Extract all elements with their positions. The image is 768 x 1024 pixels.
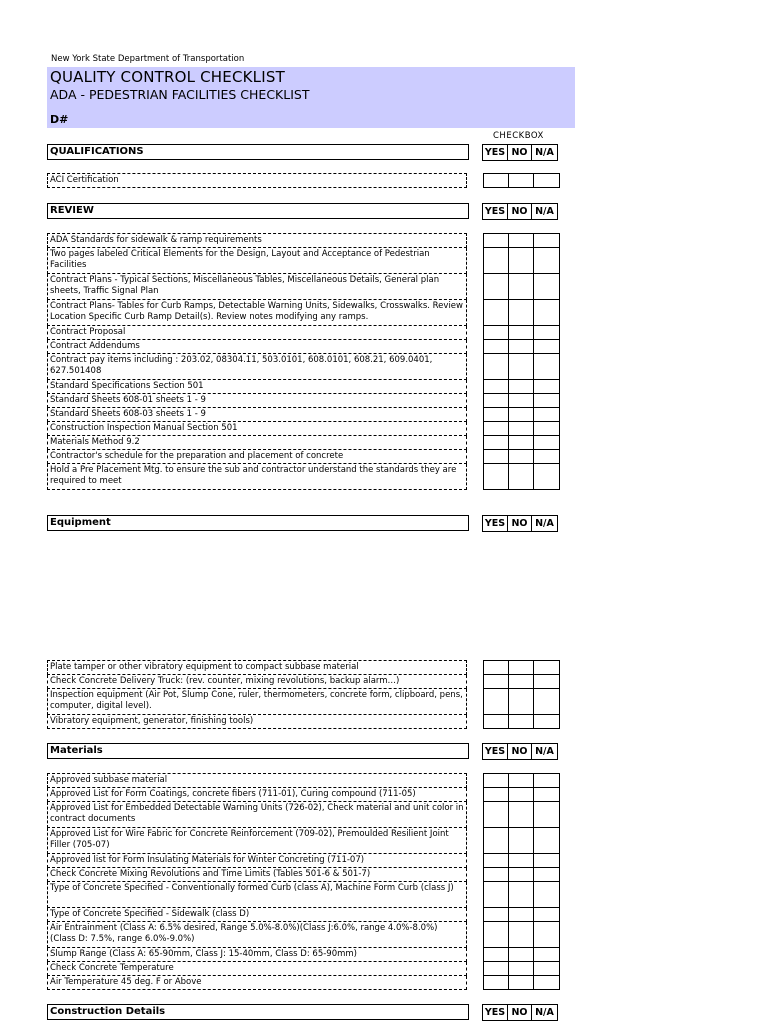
yes-checkbox[interactable] bbox=[483, 248, 509, 274]
no-checkbox[interactable] bbox=[509, 394, 534, 408]
checklist-item: Contract Plans - Typical Sections, Miscellaneous Tables, Miscellaneous Details, General plan sheets, Traffic Signal Plan bbox=[47, 274, 467, 300]
checkbox-row bbox=[483, 380, 560, 394]
checkbox-row bbox=[483, 173, 560, 188]
checkbox-row bbox=[483, 948, 560, 962]
yes-checkbox[interactable] bbox=[483, 773, 509, 788]
checklist-items-materials bbox=[47, 773, 467, 990]
checkbox-row bbox=[483, 868, 560, 882]
na-checkbox[interactable] bbox=[534, 233, 560, 248]
no-checkbox[interactable] bbox=[509, 354, 534, 380]
no-checkbox[interactable] bbox=[509, 948, 534, 962]
checkbox-row bbox=[483, 464, 560, 490]
na-checkbox[interactable] bbox=[534, 882, 560, 908]
na-checkbox[interactable] bbox=[534, 380, 560, 394]
checkbox-row bbox=[483, 660, 560, 675]
checklist-item: Check Concrete Temperature bbox=[47, 962, 467, 976]
checkbox-row bbox=[483, 788, 560, 802]
na-checkbox[interactable] bbox=[534, 773, 560, 788]
no-checkbox[interactable] bbox=[509, 436, 534, 450]
yes-column-label: YES bbox=[482, 515, 508, 532]
yes-checkbox[interactable] bbox=[483, 326, 509, 340]
no-checkbox[interactable] bbox=[509, 802, 534, 828]
yes-checkbox[interactable] bbox=[483, 788, 509, 802]
no-checkbox[interactable] bbox=[509, 274, 534, 300]
na-checkbox[interactable] bbox=[534, 948, 560, 962]
no-checkbox[interactable] bbox=[509, 882, 534, 908]
checklist-items-qualifications bbox=[47, 173, 467, 188]
yes-column-label: YES bbox=[482, 1004, 508, 1021]
section-header-equipment: Equipment bbox=[47, 515, 469, 531]
yes-checkbox[interactable] bbox=[483, 233, 509, 248]
checkbox-row bbox=[483, 248, 560, 274]
no-checkbox[interactable] bbox=[509, 868, 534, 882]
checkbox-row bbox=[483, 326, 560, 340]
checklist-item: Two pages labeled Critical Elements for the Design, Layout and Acceptance of Pedestrian Facilities bbox=[47, 248, 467, 274]
yes-checkbox[interactable] bbox=[483, 422, 509, 436]
yes-column-label: YES bbox=[482, 144, 508, 161]
checkbox-row bbox=[483, 422, 560, 436]
no-checkbox[interactable] bbox=[509, 248, 534, 274]
na-checkbox[interactable] bbox=[534, 689, 560, 715]
yes-checkbox[interactable] bbox=[483, 948, 509, 962]
checkbox-row bbox=[483, 675, 560, 689]
no-column-label: NO bbox=[507, 515, 532, 532]
na-checkbox[interactable] bbox=[534, 464, 560, 490]
checklist-item: Approved subbase material bbox=[47, 773, 467, 788]
checklist-item: Standard Sheets 608-03 sheets 1 - 9 bbox=[47, 408, 467, 422]
na-checkbox[interactable] bbox=[534, 408, 560, 422]
yes-checkbox[interactable] bbox=[483, 908, 509, 922]
no-checkbox[interactable] bbox=[509, 326, 534, 340]
yes-checkbox[interactable] bbox=[483, 464, 509, 490]
checkbox-row bbox=[483, 802, 560, 828]
checklist-item: Slump Range (Class A: 65-90mm, Class J: 15-40mm, Class D: 65-90mm) bbox=[47, 948, 467, 962]
yes-checkbox[interactable] bbox=[483, 675, 509, 689]
na-checkbox[interactable] bbox=[534, 354, 560, 380]
no-checkbox[interactable] bbox=[509, 450, 534, 464]
na-checkbox[interactable] bbox=[534, 715, 560, 729]
no-column-label: NO bbox=[507, 144, 532, 161]
yes-checkbox[interactable] bbox=[483, 436, 509, 450]
na-checkbox[interactable] bbox=[534, 422, 560, 436]
checkbox-row bbox=[483, 300, 560, 326]
na-checkbox[interactable] bbox=[534, 962, 560, 976]
no-checkbox[interactable] bbox=[509, 922, 534, 948]
checklist-items-review bbox=[47, 233, 467, 490]
checklist-item: Contractor's schedule for the preparation and placement of concrete bbox=[47, 450, 467, 464]
checklist-item: Standard Specifications Section 501 bbox=[47, 380, 467, 394]
yes-checkbox[interactable] bbox=[483, 962, 509, 976]
yes-checkbox[interactable] bbox=[483, 854, 509, 868]
no-column-label: NO bbox=[507, 1004, 532, 1021]
no-checkbox[interactable] bbox=[509, 908, 534, 922]
yes-checkbox[interactable] bbox=[483, 394, 509, 408]
agency-name: New York State Department of Transportation bbox=[51, 54, 245, 64]
no-checkbox[interactable] bbox=[509, 422, 534, 436]
na-checkbox[interactable] bbox=[534, 976, 560, 990]
yes-checkbox[interactable] bbox=[483, 882, 509, 908]
checklist-item: Plate tamper or other vibratory equipment to compact subbase material bbox=[47, 660, 467, 675]
na-checkbox[interactable] bbox=[534, 854, 560, 868]
checkbox-row bbox=[483, 436, 560, 450]
na-checkbox[interactable] bbox=[534, 908, 560, 922]
checkbox-row bbox=[483, 882, 560, 908]
checklist-item: ACI Certification bbox=[47, 173, 467, 188]
yes-no-na-header bbox=[482, 515, 558, 530]
no-checkbox[interactable] bbox=[509, 773, 534, 788]
na-column-label: N/A bbox=[531, 743, 558, 760]
na-checkbox[interactable] bbox=[534, 922, 560, 948]
no-checkbox[interactable] bbox=[509, 715, 534, 729]
no-checkbox[interactable] bbox=[509, 828, 534, 854]
no-checkbox[interactable] bbox=[509, 788, 534, 802]
yes-checkbox[interactable] bbox=[483, 828, 509, 854]
yes-no-na-header bbox=[482, 203, 558, 218]
checkbox-row bbox=[483, 354, 560, 380]
no-checkbox[interactable] bbox=[509, 962, 534, 976]
no-checkbox[interactable] bbox=[509, 173, 534, 188]
checkbox-row bbox=[483, 962, 560, 976]
no-checkbox[interactable] bbox=[509, 380, 534, 394]
no-checkbox[interactable] bbox=[509, 300, 534, 326]
na-checkbox[interactable] bbox=[534, 788, 560, 802]
checkbox-row bbox=[483, 854, 560, 868]
yes-checkbox[interactable] bbox=[483, 450, 509, 464]
yes-checkbox[interactable] bbox=[483, 408, 509, 422]
no-checkbox[interactable] bbox=[509, 689, 534, 715]
na-checkbox[interactable] bbox=[534, 450, 560, 464]
checklist-item: ADA Standards for sidewalk & ramp requirements bbox=[47, 233, 467, 248]
checkbox-grid-qualifications bbox=[483, 173, 560, 188]
na-checkbox[interactable] bbox=[534, 248, 560, 274]
checkbox-row bbox=[483, 689, 560, 715]
na-column-label: N/A bbox=[531, 515, 558, 532]
checkbox-row bbox=[483, 715, 560, 729]
checkbox-row bbox=[483, 908, 560, 922]
na-checkbox[interactable] bbox=[534, 660, 560, 675]
no-checkbox[interactable] bbox=[509, 464, 534, 490]
no-column-label: NO bbox=[507, 203, 532, 220]
checklist-item: Vibratory equipment, generator, finishing tools) bbox=[47, 715, 467, 729]
yes-checkbox[interactable] bbox=[483, 340, 509, 354]
yes-checkbox[interactable] bbox=[483, 274, 509, 300]
checkbox-row bbox=[483, 233, 560, 248]
checklist-item: Construction Inspection Manual Section 501 bbox=[47, 422, 467, 436]
na-checkbox[interactable] bbox=[534, 828, 560, 854]
checkbox-row bbox=[483, 828, 560, 854]
checklist-item: Check Concrete Delivery Truck: (rev. counter, mixing revolutions, backup alarm…) bbox=[47, 675, 467, 689]
na-column-label: N/A bbox=[531, 203, 558, 220]
yes-checkbox[interactable] bbox=[483, 922, 509, 948]
checklist-item: Type of Concrete Specified - Conventionally formed Curb (class A), Machine Form Curb (class J) bbox=[47, 882, 467, 908]
checkbox-row bbox=[483, 450, 560, 464]
checkbox-row bbox=[483, 773, 560, 788]
checklist-item: Contract pay items including : 203.02, 08304.11, 503.0101, 608.0101, 608.21, 609.0401, 627.501408 bbox=[47, 354, 467, 380]
checklist-item: Type of Concrete Specified - Sidewalk (class D) bbox=[47, 908, 467, 922]
na-checkbox[interactable] bbox=[534, 300, 560, 326]
checkbox-row bbox=[483, 274, 560, 300]
checklist-item: Hold a Pre Placement Mtg. to ensure the sub and contractor understand the standards they are required to meet bbox=[47, 464, 467, 490]
checklist-item: Approved List for Wire Fabric for Concrete Reinforcement (709-02), Premoulded Resilient Joint Filler (705-07) bbox=[47, 828, 467, 854]
checklist-item: Contract Plans- Tables for Curb Ramps, Detectable Warning Units, Sidewalks, Crosswalks. Review Location Specific Curb Ramp Detail(s). Review notes modifying any ramps. bbox=[47, 300, 467, 326]
yes-no-na-header bbox=[482, 144, 558, 159]
checklist-item: Inspection equipment (Air Pot, Slump Cone, ruler, thermometers, concrete form, clipboard, pens, computer, digital level). bbox=[47, 689, 467, 715]
section-header-qualifications: QUALIFICATIONS bbox=[47, 144, 469, 160]
na-checkbox[interactable] bbox=[534, 802, 560, 828]
yes-checkbox[interactable] bbox=[483, 660, 509, 675]
checkbox-heading: CHECKBOX bbox=[493, 131, 544, 141]
yes-checkbox[interactable] bbox=[483, 715, 509, 729]
checklist-item: Air Temperature 45 deg. F or Above bbox=[47, 976, 467, 990]
no-checkbox[interactable] bbox=[509, 660, 534, 675]
no-checkbox[interactable] bbox=[509, 675, 534, 689]
section-header-materials: Materials bbox=[47, 743, 469, 759]
checklist-header bbox=[47, 67, 575, 128]
na-checkbox[interactable] bbox=[534, 436, 560, 450]
no-checkbox[interactable] bbox=[509, 340, 534, 354]
yes-checkbox[interactable] bbox=[483, 689, 509, 715]
yes-checkbox[interactable] bbox=[483, 802, 509, 828]
checklist-item: Contract Proposal bbox=[47, 326, 467, 340]
no-checkbox[interactable] bbox=[509, 854, 534, 868]
checklist-item: Standard Sheets 608-01 sheets 1 - 9 bbox=[47, 394, 467, 408]
checkbox-row bbox=[483, 340, 560, 354]
yes-checkbox[interactable] bbox=[483, 173, 509, 188]
yes-checkbox[interactable] bbox=[483, 300, 509, 326]
checkbox-row bbox=[483, 976, 560, 990]
checklist-items-equipment bbox=[47, 660, 467, 729]
yes-checkbox[interactable] bbox=[483, 380, 509, 394]
yes-checkbox[interactable] bbox=[483, 354, 509, 380]
checklist-item: Approved List for Form Coatings, concrete fibers (711-01), Curing compound (711-05) bbox=[47, 788, 467, 802]
na-column-label: N/A bbox=[531, 1004, 558, 1021]
na-checkbox[interactable] bbox=[534, 340, 560, 354]
checkbox-row bbox=[483, 408, 560, 422]
checkbox-grid-equipment bbox=[483, 660, 560, 729]
checklist-item: Check Concrete Mixing Revolutions and Time Limits (Tables 501-6 & 501-7) bbox=[47, 868, 467, 882]
yes-checkbox[interactable] bbox=[483, 976, 509, 990]
no-column-label: NO bbox=[507, 743, 532, 760]
checklist-item: Materials Method 9.2 bbox=[47, 436, 467, 450]
checklist-title: QUALITY CONTROL CHECKLIST bbox=[50, 68, 285, 86]
na-checkbox[interactable] bbox=[534, 274, 560, 300]
yes-no-na-header bbox=[482, 1004, 558, 1019]
yes-column-label: YES bbox=[482, 203, 508, 220]
checkbox-row bbox=[483, 922, 560, 948]
yes-checkbox[interactable] bbox=[483, 868, 509, 882]
no-checkbox[interactable] bbox=[509, 233, 534, 248]
na-checkbox[interactable] bbox=[534, 868, 560, 882]
checklist-item: Contract Addendums bbox=[47, 340, 467, 354]
checkbox-row bbox=[483, 394, 560, 408]
checklist-item: Approved List for Embedded Detectable Warning Units (726-02), Check material and unit color in contract documents bbox=[47, 802, 467, 828]
no-checkbox[interactable] bbox=[509, 408, 534, 422]
na-checkbox[interactable] bbox=[534, 394, 560, 408]
yes-column-label: YES bbox=[482, 743, 508, 760]
na-checkbox[interactable] bbox=[534, 675, 560, 689]
na-checkbox[interactable] bbox=[534, 173, 560, 188]
checklist-item: Air Entrainment (Class A: 6.5% desired, Range 5.0%-8.0%)(Class J:6.0%, range 4.0%-8.0%) (Class D: 7.5%, range 6.0%-9.0%) bbox=[47, 922, 467, 948]
na-checkbox[interactable] bbox=[534, 326, 560, 340]
yes-no-na-header bbox=[482, 743, 558, 758]
checkbox-grid-review bbox=[483, 233, 560, 490]
na-column-label: N/A bbox=[531, 144, 558, 161]
section-header-review: REVIEW bbox=[47, 203, 469, 219]
no-checkbox[interactable] bbox=[509, 976, 534, 990]
checklist-item: Approved list for Form Insulating Materials for Winter Concreting (711-07) bbox=[47, 854, 467, 868]
checklist-subtitle: ADA - PEDESTRIAN FACILITIES CHECKLIST bbox=[50, 87, 310, 102]
checkbox-grid-materials bbox=[483, 773, 560, 990]
d-number-label: D# bbox=[50, 113, 69, 126]
section-header-construction: Construction Details bbox=[47, 1004, 469, 1020]
